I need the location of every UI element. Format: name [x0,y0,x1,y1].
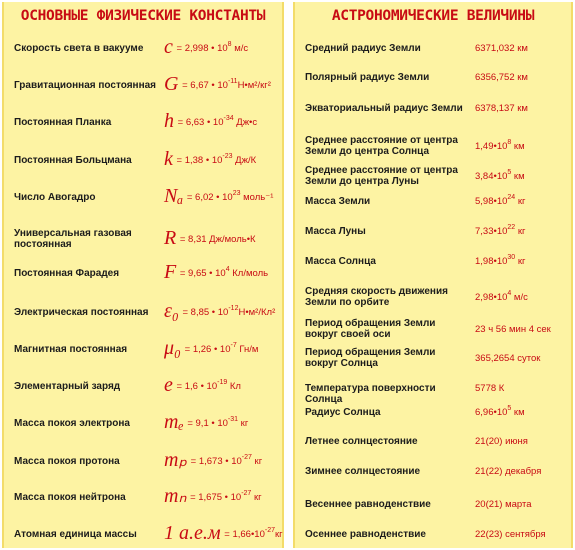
astronomical-value-text: 6371,032 км [475,42,528,54]
constant-name: Элементарный заряд [14,380,121,392]
constant-name: Гравитационная постоянная [14,79,157,91]
constant-unit: кг [274,529,283,540]
constant-value-text: = 9,65 • 10 [179,268,226,279]
constant-symbol: k [164,148,173,170]
astronomical-name: Масса Солнца [305,255,376,267]
astronomical-value-text: 7,33•10 [475,225,508,237]
astronomical-value-text: 20(21) марта [475,498,532,510]
constant-unit: кг [238,418,249,429]
constant-exponent: -11 [227,78,238,85]
astronomical-exponent: 4 [507,289,512,297]
astronomical-value-text: 5778 К [475,382,505,394]
astronomical-value-text: 365,2654 суток [475,352,541,364]
constant-value-text: = 1,675 • 10 [190,492,242,503]
astronomical-value-text: 21(22) декабря [475,465,542,477]
astronomical-value [475,466,575,477]
astronomical-unit: км [511,140,525,152]
astronomical-value [475,223,575,237]
constant-exponent: 23 [232,190,241,197]
astronomical-value-text: 23 ч 56 мин 4 сек [475,323,551,335]
astronomical-name: Средний радиус Земли [305,42,421,54]
constant-symbol: ε₀ [164,300,179,322]
constant-value [164,374,286,396]
constant-symbol: e [164,374,173,396]
constant-unit: кг [251,456,263,467]
astronomical-name: Масса Земли [305,195,371,207]
constant-unit: Кл/моль [229,268,269,279]
astronomical-value [475,289,575,303]
constant-name: Масса покоя протона [14,455,120,467]
astronomical-value-text: 5,98•10 [475,195,508,207]
constant-value [164,185,286,207]
constant-value [164,522,286,544]
astronomical-name: Весеннее равноденствие [305,498,431,510]
constant-unit: кг [251,492,262,503]
constant-name: Магнитная постоянная [14,343,128,355]
astronomical-unit: кг [515,255,526,267]
constant-exponent: -27 [241,454,252,461]
astronomical-name: Осеннее равноденствие [305,528,426,540]
constant-value [164,261,286,283]
constant-exponent: -27 [241,490,252,497]
astronomical-name: Экваториальный радиус Земли [305,102,463,114]
constant-symbol: 1 а.е.м [164,522,221,544]
astronomical-name: Масса Луны [305,225,366,237]
constant-value-text: = 6,63 • 10 [177,117,224,128]
astronomical-value-text: 1,98•10 [475,255,508,267]
constant-exponent: -19 [217,379,228,386]
astronomical-value [475,193,575,207]
constant-value-text: = 1,38 • 10 [176,155,223,166]
constant-name: Универсальная газовая постоянная [14,228,132,250]
astronomical-unit: м/с [511,291,528,303]
astronomical-value-text: 2,98•10 [475,291,508,303]
astronomical-value [475,253,575,267]
constant-value-text: = 6,02 • 10 [186,192,233,203]
astronomical-exponent: 5 [507,168,512,176]
astronomical-exponent: 24 [507,193,516,201]
astronomical-value-text: 1,49•10 [475,140,508,152]
constant-unit: Н•м²/кг² [237,80,271,91]
constant-symbol: R [164,227,177,249]
constant-value-text: = 2,998 • 10 [176,43,228,54]
astronomical-name: Полярный радиус Земли [305,71,430,83]
astronomical-unit: кг [515,195,526,207]
constant-value [164,300,286,322]
astronomical-name: Радиус Солнца [305,406,381,418]
astronomical-value-text: 6356,752 км [475,71,528,83]
astronomical-name: Период обращения Земли вокруг Солнца [305,347,436,369]
constant-unit: Дж•с [233,117,258,128]
constant-exponent: -12 [228,305,239,312]
constant-value-text: = 1,6 • 10 [176,381,218,392]
constant-symbol: F [164,261,177,283]
constant-value [164,227,286,249]
constant-name: Число Авогадро [14,191,96,203]
astronomical-exponent: 8 [507,138,512,146]
constant-symbol: mₙ [164,485,187,507]
constant-value [164,36,286,58]
constant-unit: Кл [227,381,241,392]
astronomical-value-text: 22(23) сентября [475,528,546,540]
constant-symbol: μ₀ [164,337,181,359]
constant-name: Масса покоя нейтрона [14,491,126,503]
astronomical-name: Зимнее солнцестояние [305,465,421,477]
constant-value-text: = 1,26 • 10 [184,344,231,355]
constant-symbol: Nₐ [164,185,184,207]
astronomical-value [475,499,575,510]
physical-constants-panel [2,2,284,548]
constant-exponent: 8 [227,41,232,48]
constant-name: Постоянная Больцмана [14,154,132,166]
astronomical-values-panel [293,2,573,548]
astronomical-value [475,404,575,418]
astronomical-values-title: АСТРОНОМИЧЕСКИЕ ВЕЛИЧИНЫ [331,8,535,24]
astronomical-value [475,138,575,152]
astronomical-value-text: 21(20) июня [475,435,528,447]
astronomical-value [475,168,575,182]
constant-name: Постоянная Фарадея [14,267,120,279]
constant-value-text: = 1,673 • 10 [190,456,242,467]
constant-exponent: -7 [230,342,237,349]
astronomical-value-text: 3,84•10 [475,170,508,182]
astronomical-value [475,324,575,335]
constant-value [164,110,286,132]
constant-unit: м/с [231,43,249,54]
constant-symbol: c [164,36,173,58]
astronomical-name: Период обращения Земли вокруг своей оси [305,318,436,340]
constant-name: Атомная единица массы [14,528,137,540]
constant-name: Постоянная Планка [14,116,112,128]
constant-value-text: = 8,85 • 10 [182,307,229,318]
constant-symbol: h [164,110,174,132]
astronomical-name: Температура поверхности Солнца [305,382,436,405]
astronomical-value-text: 6,96•10 [475,406,508,418]
astronomical-value [475,383,575,394]
physical-constants-title: ОСНОВНЫЕ ФИЗИЧЕСКИЕ КОНСТАНТЫ [20,8,266,24]
constant-name: Масса покоя электрона [14,417,130,429]
astronomical-name: Летнее солнцестояние [305,435,418,447]
constant-exponent: -34 [223,115,234,122]
astronomical-unit: км [511,406,525,418]
constant-unit: Н•м²/Кл² [238,307,276,318]
constant-name: Электрическая постоянная [14,306,149,318]
astronomical-unit: км [511,170,525,182]
astronomical-value [475,436,575,447]
constant-symbol: mₚ [164,449,188,471]
constant-value [164,485,286,507]
constant-exponent: -31 [227,416,239,423]
constant-unit: Дж/К [232,155,257,166]
constant-value [164,337,286,359]
astronomical-value [475,43,575,54]
astronomical-unit: кг [515,225,526,237]
astronomical-name: Средняя скорость движения Земли по орбите [305,286,448,308]
astronomical-exponent: 22 [507,223,516,231]
constant-value-text: = 8,31 Дж/моль•К [179,234,256,245]
astronomical-name: Среднее расстояние от центра Земли до центра Луны [305,165,458,187]
astronomical-name: Среднее расстояние от центра Земли до центра Солнца [305,135,458,157]
astronomical-exponent: 30 [507,253,516,261]
astronomical-value [475,529,575,540]
constant-unit: Гн/м [236,344,259,355]
constant-value [164,411,286,433]
constant-exponent: -27 [264,527,275,534]
constant-value [164,73,286,95]
constant-unit: моль⁻¹ [240,192,274,203]
constant-value [164,449,286,471]
constant-symbol: G [164,73,179,95]
constant-value-text: = 9,1 • 10 [187,418,228,429]
astronomical-value [475,103,575,114]
constant-value-text: = 6,67 • 10 [182,80,228,91]
constant-value-text: = 1,66•10 [224,529,265,540]
constant-symbol: mₑ [164,411,184,433]
constant-name: Скорость света в вакууме [14,42,144,54]
astronomical-value [475,72,575,83]
constant-exponent: 4 [225,266,230,273]
astronomical-value [475,353,575,364]
constant-value [164,148,286,170]
astronomical-value-text: 6378,137 км [475,102,528,114]
astronomical-exponent: 5 [507,404,512,412]
constant-exponent: -23 [222,153,233,160]
